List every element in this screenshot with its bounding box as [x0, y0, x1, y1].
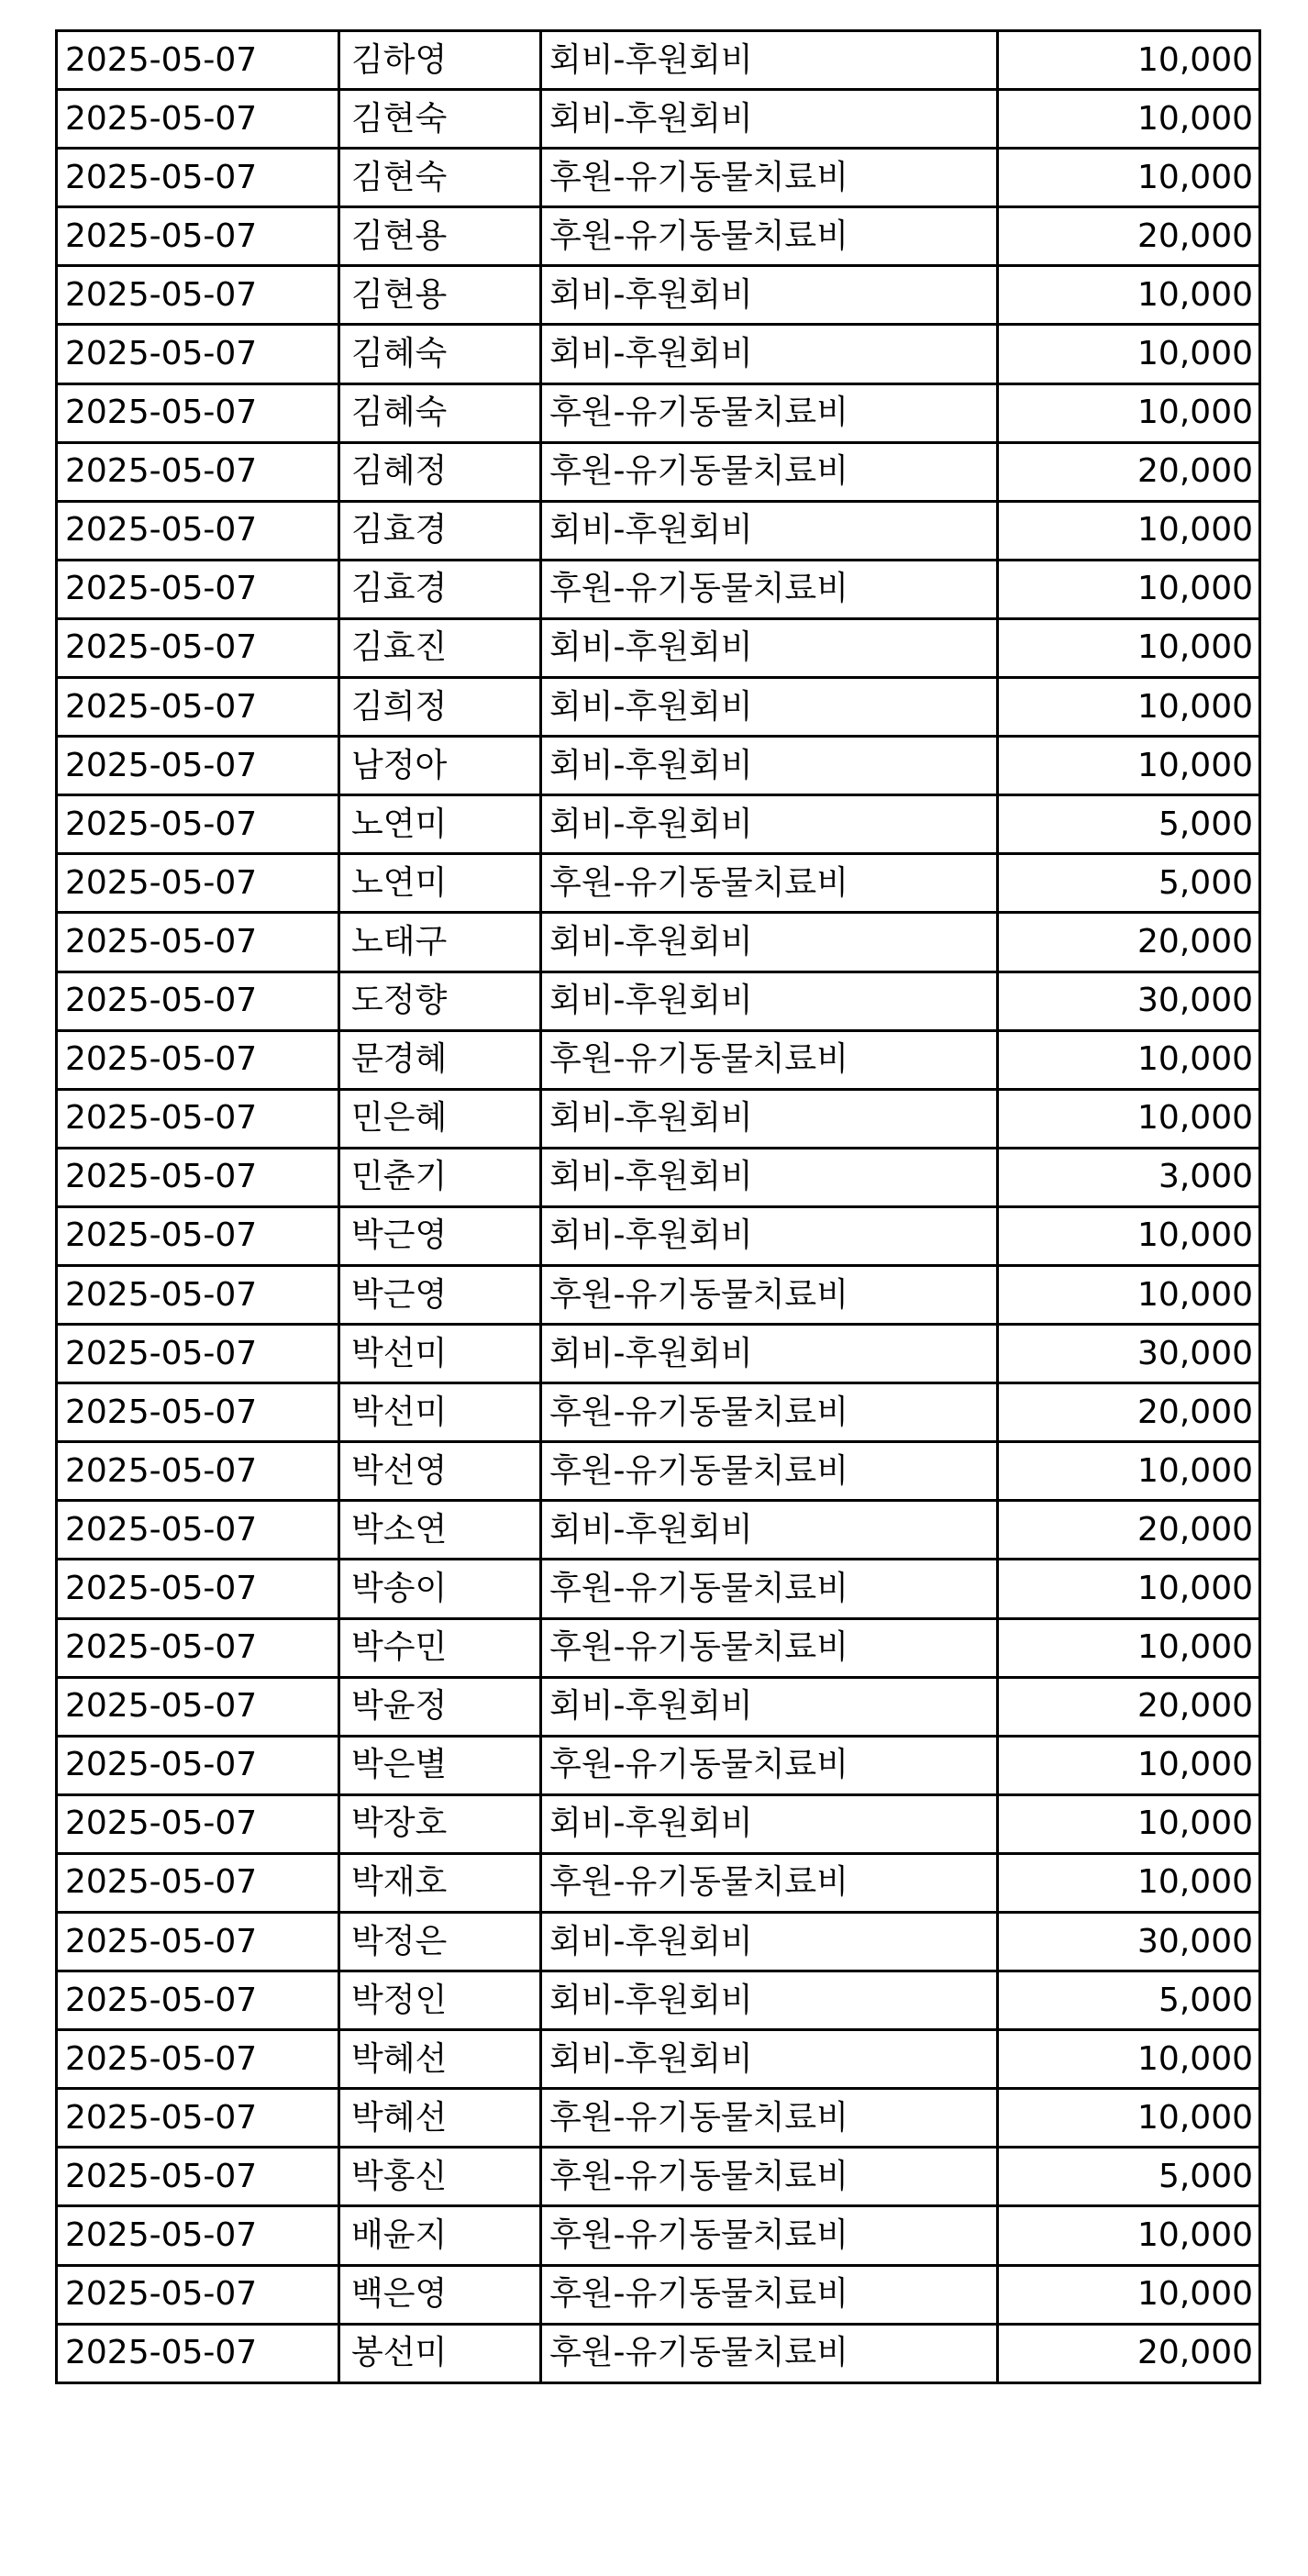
date-cell: 2025-05-07	[57, 972, 339, 1030]
table-row	[57, 1265, 1260, 1324]
donor-name-cell: 박선미	[339, 1383, 541, 1442]
table-row	[57, 678, 1260, 737]
table-row	[57, 383, 1260, 442]
table-row	[57, 560, 1260, 618]
donor-name-cell: 문경혜	[339, 1030, 541, 1089]
amount-cell: 20,000	[998, 1677, 1260, 1736]
table-row	[57, 2030, 1260, 2089]
donor-name-cell: 박선영	[339, 1442, 541, 1501]
table-row	[57, 795, 1260, 854]
donation-type-cell: 회비-후원회비	[541, 501, 998, 560]
donor-name-cell: 김하영	[339, 31, 541, 90]
amount-cell: 10,000	[998, 1853, 1260, 1912]
date-cell: 2025-05-07	[57, 795, 339, 854]
table-row	[57, 1089, 1260, 1148]
donation-type-cell: 회비-후원회비	[541, 1325, 998, 1383]
table-row	[57, 90, 1260, 149]
donation-type-cell: 회비-후원회비	[541, 90, 998, 149]
amount-cell: 10,000	[998, 149, 1260, 207]
table-row	[57, 1383, 1260, 1442]
donation-type-cell: 회비-후원회비	[541, 618, 998, 677]
date-cell: 2025-05-07	[57, 1913, 339, 1971]
date-cell: 2025-05-07	[57, 1206, 339, 1265]
amount-cell: 10,000	[998, 1794, 1260, 1853]
donor-name-cell: 배윤지	[339, 2206, 541, 2265]
donation-type-cell: 후원-유기동물치료비	[541, 1442, 998, 1501]
donor-name-cell: 민은혜	[339, 1089, 541, 1148]
table-row	[57, 266, 1260, 325]
date-cell: 2025-05-07	[57, 1501, 339, 1560]
donation-type-cell: 후원-유기동물치료비	[541, 1265, 998, 1324]
amount-cell: 10,000	[998, 1089, 1260, 1148]
amount-cell: 30,000	[998, 1325, 1260, 1383]
donation-type-cell: 후원-유기동물치료비	[541, 1736, 998, 1794]
table-row	[57, 2265, 1260, 2324]
table-row	[57, 325, 1260, 383]
donor-name-cell: 박수민	[339, 1618, 541, 1677]
donation-type-cell: 회비-후원회비	[541, 325, 998, 383]
table-row	[57, 1501, 1260, 1560]
date-cell: 2025-05-07	[57, 737, 339, 795]
date-cell: 2025-05-07	[57, 1677, 339, 1736]
date-cell: 2025-05-07	[57, 1971, 339, 2030]
date-cell: 2025-05-07	[57, 2206, 339, 2265]
donor-name-cell: 도정향	[339, 972, 541, 1030]
donation-type-cell: 후원-유기동물치료비	[541, 1853, 998, 1912]
date-cell: 2025-05-07	[57, 678, 339, 737]
donation-type-cell: 후원-유기동물치료비	[541, 1560, 998, 1618]
donor-name-cell: 박선미	[339, 1325, 541, 1383]
donation-type-cell: 후원-유기동물치료비	[541, 149, 998, 207]
donor-name-cell: 남정아	[339, 737, 541, 795]
amount-cell: 10,000	[998, 1206, 1260, 1265]
donation-type-cell: 회비-후원회비	[541, 266, 998, 325]
table-row	[57, 854, 1260, 913]
donation-type-cell: 회비-후원회비	[541, 1971, 998, 2030]
date-cell: 2025-05-07	[57, 1265, 339, 1324]
table-row	[57, 31, 1260, 90]
donor-name-cell: 박송이	[339, 1560, 541, 1618]
amount-cell: 10,000	[998, 1442, 1260, 1501]
donor-name-cell: 김효경	[339, 560, 541, 618]
date-cell: 2025-05-07	[57, 501, 339, 560]
date-cell: 2025-05-07	[57, 1383, 339, 1442]
date-cell: 2025-05-07	[57, 2030, 339, 2089]
date-cell: 2025-05-07	[57, 2148, 339, 2206]
donation-ledger-table	[55, 29, 1261, 2384]
table-row	[57, 1560, 1260, 1618]
amount-cell: 10,000	[998, 383, 1260, 442]
donation-type-cell: 후원-유기동물치료비	[541, 442, 998, 501]
donation-type-cell: 후원-유기동물치료비	[541, 207, 998, 266]
donor-name-cell: 김효진	[339, 618, 541, 677]
table-row	[57, 1030, 1260, 1089]
donation-type-cell: 회비-후원회비	[541, 678, 998, 737]
donor-name-cell: 김효경	[339, 501, 541, 560]
donation-type-cell: 회비-후원회비	[541, 1206, 998, 1265]
date-cell: 2025-05-07	[57, 2265, 339, 2324]
date-cell: 2025-05-07	[57, 913, 339, 972]
donor-name-cell: 김현용	[339, 207, 541, 266]
amount-cell: 10,000	[998, 1030, 1260, 1089]
amount-cell: 10,000	[998, 618, 1260, 677]
amount-cell: 10,000	[998, 1265, 1260, 1324]
table-row	[57, 2148, 1260, 2206]
donation-type-cell: 후원-유기동물치료비	[541, 383, 998, 442]
donation-type-cell: 후원-유기동물치료비	[541, 2089, 998, 2148]
date-cell: 2025-05-07	[57, 854, 339, 913]
table-row	[57, 1442, 1260, 1501]
donor-name-cell: 봉선미	[339, 2324, 541, 2382]
amount-cell: 30,000	[998, 1913, 1260, 1971]
amount-cell: 10,000	[998, 1560, 1260, 1618]
donor-name-cell: 김현용	[339, 266, 541, 325]
donation-type-cell: 회비-후원회비	[541, 2030, 998, 2089]
amount-cell: 10,000	[998, 2030, 1260, 2089]
table-row	[57, 2206, 1260, 2265]
amount-cell: 10,000	[998, 560, 1260, 618]
date-cell: 2025-05-07	[57, 2324, 339, 2382]
donation-type-cell: 회비-후원회비	[541, 795, 998, 854]
table-row	[57, 737, 1260, 795]
date-cell: 2025-05-07	[57, 1736, 339, 1794]
donation-type-cell: 회비-후원회비	[541, 1089, 998, 1148]
donation-type-cell: 후원-유기동물치료비	[541, 854, 998, 913]
donor-name-cell: 박재호	[339, 1853, 541, 1912]
date-cell: 2025-05-07	[57, 90, 339, 149]
donor-name-cell: 노태구	[339, 913, 541, 972]
donor-name-cell: 김현숙	[339, 149, 541, 207]
table-row	[57, 972, 1260, 1030]
table-row	[57, 1971, 1260, 2030]
amount-cell: 20,000	[998, 2324, 1260, 2382]
donation-type-cell: 후원-유기동물치료비	[541, 1383, 998, 1442]
donation-type-cell: 후원-유기동물치료비	[541, 2324, 998, 2382]
date-cell: 2025-05-07	[57, 1325, 339, 1383]
date-cell: 2025-05-07	[57, 1089, 339, 1148]
table-row	[57, 501, 1260, 560]
donor-name-cell: 노연미	[339, 854, 541, 913]
table-row	[57, 1913, 1260, 1971]
table-row	[57, 149, 1260, 207]
date-cell: 2025-05-07	[57, 1442, 339, 1501]
donation-type-cell: 회비-후원회비	[541, 972, 998, 1030]
table-row	[57, 1618, 1260, 1677]
donor-name-cell: 김혜숙	[339, 325, 541, 383]
donor-name-cell: 박소연	[339, 1501, 541, 1560]
date-cell: 2025-05-07	[57, 1560, 339, 1618]
donor-name-cell: 김희정	[339, 678, 541, 737]
table-row	[57, 2324, 1260, 2382]
donor-name-cell: 박정은	[339, 1913, 541, 1971]
date-cell: 2025-05-07	[57, 560, 339, 618]
table-row	[57, 1736, 1260, 1794]
donor-name-cell: 백은영	[339, 2265, 541, 2324]
donor-name-cell: 박은별	[339, 1736, 541, 1794]
table-row	[57, 1148, 1260, 1206]
date-cell: 2025-05-07	[57, 325, 339, 383]
amount-cell: 5,000	[998, 2148, 1260, 2206]
date-cell: 2025-05-07	[57, 1148, 339, 1206]
amount-cell: 10,000	[998, 2206, 1260, 2265]
date-cell: 2025-05-07	[57, 149, 339, 207]
table-row	[57, 1325, 1260, 1383]
date-cell: 2025-05-07	[57, 383, 339, 442]
amount-cell: 10,000	[998, 737, 1260, 795]
amount-cell: 10,000	[998, 1618, 1260, 1677]
table-row	[57, 207, 1260, 266]
amount-cell: 10,000	[998, 266, 1260, 325]
ledger-body	[57, 31, 1260, 2383]
amount-cell: 10,000	[998, 90, 1260, 149]
donor-name-cell: 박근영	[339, 1265, 541, 1324]
date-cell: 2025-05-07	[57, 266, 339, 325]
table-row	[57, 618, 1260, 677]
date-cell: 2025-05-07	[57, 1853, 339, 1912]
donor-name-cell: 김혜정	[339, 442, 541, 501]
amount-cell: 10,000	[998, 325, 1260, 383]
donation-type-cell: 회비-후원회비	[541, 31, 998, 90]
donation-type-cell: 회비-후원회비	[541, 1501, 998, 1560]
amount-cell: 20,000	[998, 1383, 1260, 1442]
donation-type-cell: 회비-후원회비	[541, 1677, 998, 1736]
amount-cell: 5,000	[998, 854, 1260, 913]
date-cell: 2025-05-07	[57, 2089, 339, 2148]
date-cell: 2025-05-07	[57, 31, 339, 90]
donor-name-cell: 민춘기	[339, 1148, 541, 1206]
donor-name-cell: 박근영	[339, 1206, 541, 1265]
donation-type-cell: 회비-후원회비	[541, 1148, 998, 1206]
amount-cell: 5,000	[998, 795, 1260, 854]
amount-cell: 3,000	[998, 1148, 1260, 1206]
donor-name-cell: 박윤정	[339, 1677, 541, 1736]
amount-cell: 10,000	[998, 1736, 1260, 1794]
donor-name-cell: 박혜선	[339, 2089, 541, 2148]
donation-type-cell: 후원-유기동물치료비	[541, 1618, 998, 1677]
date-cell: 2025-05-07	[57, 1030, 339, 1089]
table-row	[57, 913, 1260, 972]
amount-cell: 20,000	[998, 913, 1260, 972]
donor-name-cell: 박장호	[339, 1794, 541, 1853]
table-row	[57, 2089, 1260, 2148]
table-row	[57, 1677, 1260, 1736]
donor-name-cell: 박정인	[339, 1971, 541, 2030]
date-cell: 2025-05-07	[57, 1794, 339, 1853]
amount-cell: 20,000	[998, 1501, 1260, 1560]
donation-type-cell: 회비-후원회비	[541, 913, 998, 972]
table-row	[57, 1206, 1260, 1265]
table-row	[57, 1853, 1260, 1912]
donor-name-cell: 김현숙	[339, 90, 541, 149]
amount-cell: 5,000	[998, 1971, 1260, 2030]
amount-cell: 10,000	[998, 2089, 1260, 2148]
donor-name-cell: 박혜선	[339, 2030, 541, 2089]
donation-type-cell: 후원-유기동물치료비	[541, 1030, 998, 1089]
table-row	[57, 1794, 1260, 1853]
amount-cell: 20,000	[998, 442, 1260, 501]
donor-name-cell: 노연미	[339, 795, 541, 854]
amount-cell: 10,000	[998, 678, 1260, 737]
date-cell: 2025-05-07	[57, 442, 339, 501]
date-cell: 2025-05-07	[57, 618, 339, 677]
donation-type-cell: 후원-유기동물치료비	[541, 2148, 998, 2206]
donor-name-cell: 박홍신	[339, 2148, 541, 2206]
donation-type-cell: 후원-유기동물치료비	[541, 2265, 998, 2324]
amount-cell: 10,000	[998, 2265, 1260, 2324]
donation-type-cell: 회비-후원회비	[541, 1913, 998, 1971]
amount-cell: 30,000	[998, 972, 1260, 1030]
donation-type-cell: 회비-후원회비	[541, 1794, 998, 1853]
donation-type-cell: 후원-유기동물치료비	[541, 2206, 998, 2265]
donor-name-cell: 김혜숙	[339, 383, 541, 442]
date-cell: 2025-05-07	[57, 1618, 339, 1677]
table-row	[57, 442, 1260, 501]
amount-cell: 10,000	[998, 31, 1260, 90]
date-cell: 2025-05-07	[57, 207, 339, 266]
donation-type-cell: 회비-후원회비	[541, 737, 998, 795]
donation-type-cell: 후원-유기동물치료비	[541, 560, 998, 618]
amount-cell: 20,000	[998, 207, 1260, 266]
amount-cell: 10,000	[998, 501, 1260, 560]
